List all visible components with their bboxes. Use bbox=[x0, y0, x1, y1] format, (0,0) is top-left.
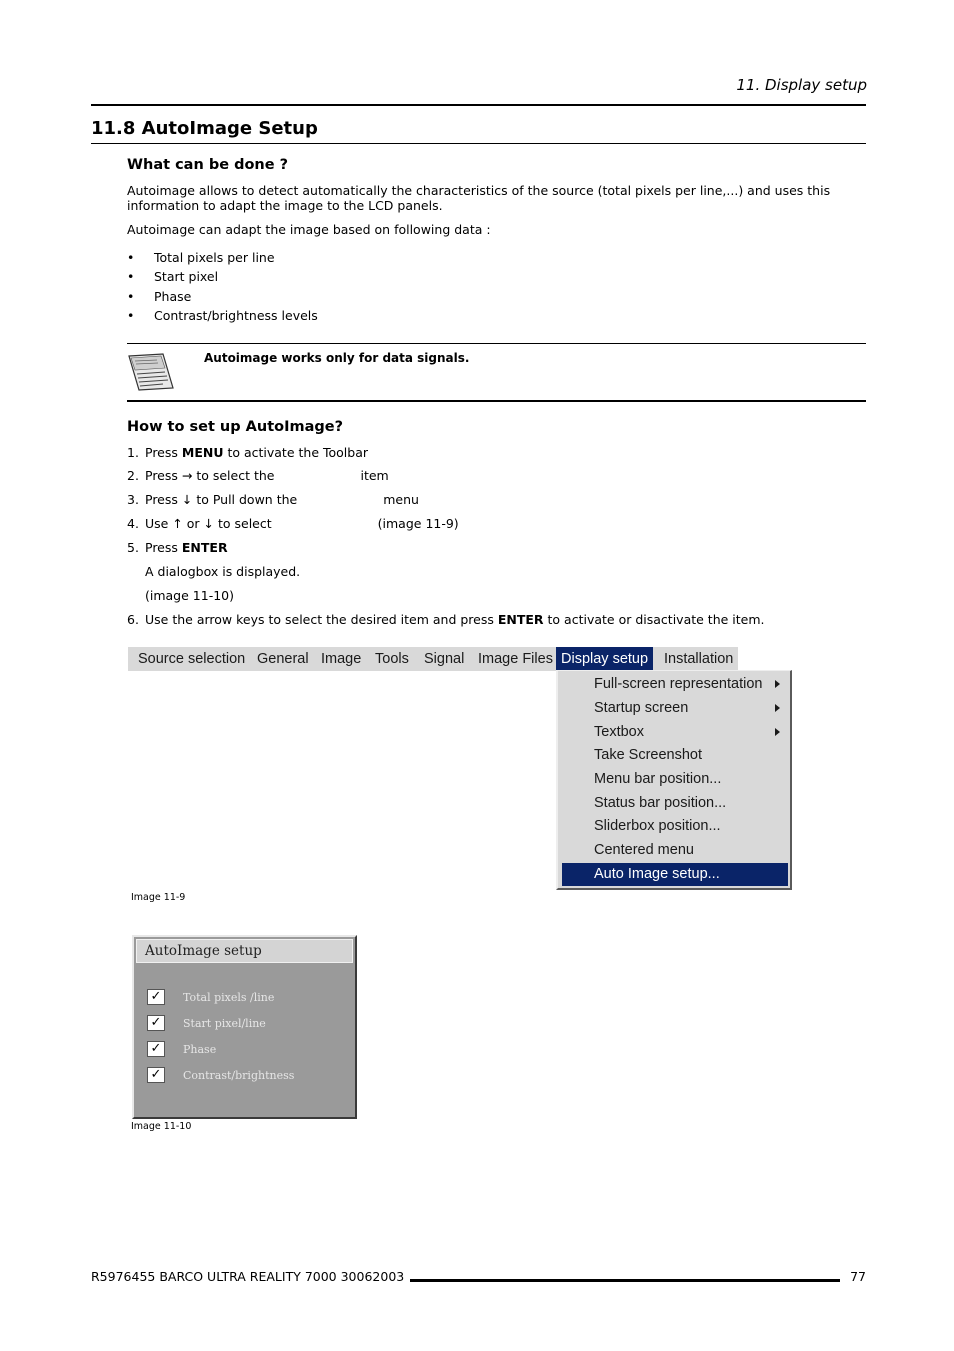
dd-label: Auto Image setup... bbox=[594, 866, 720, 882]
how-heading: How to set up AutoImage? bbox=[127, 419, 344, 435]
dialog-title: AutoImage setup bbox=[145, 943, 262, 959]
menu-installation[interactable]: Installation bbox=[664, 651, 734, 667]
dd-full-screen-representation[interactable] bbox=[562, 673, 788, 696]
step-text: Press bbox=[145, 445, 182, 460]
option-label: Total pixels /line bbox=[183, 991, 275, 1004]
step-4 bbox=[127, 516, 459, 531]
dd-label: Centered menu bbox=[594, 842, 694, 858]
menu-display-setup[interactable]: Display setup bbox=[556, 647, 653, 671]
what-paragraph-2: Autoimage can adapt the image based on following data : bbox=[127, 222, 491, 237]
submenu-arrow-icon bbox=[775, 704, 780, 712]
step-1 bbox=[127, 445, 368, 460]
bullet-text: Contrast/brightness levels bbox=[154, 308, 318, 323]
dd-label: Textbox bbox=[594, 724, 644, 740]
footer-doc-info: R5976455 BARCO ULTRA REALITY 7000 30062003 bbox=[91, 1269, 405, 1284]
chapter-header: 11. Display setup bbox=[736, 76, 867, 94]
note-box bbox=[127, 343, 866, 402]
dd-label: Take Screenshot bbox=[594, 747, 703, 763]
step-6 bbox=[127, 612, 765, 627]
menu-source-selection[interactable]: Source selection bbox=[138, 651, 246, 667]
note-icon bbox=[127, 352, 177, 392]
step-text: Press bbox=[145, 540, 182, 555]
dd-label: Menu bar position... bbox=[594, 771, 722, 787]
option-label: Phase bbox=[183, 1043, 217, 1056]
dd-label: Sliderbox position... bbox=[594, 818, 721, 834]
submenu-arrow-icon bbox=[775, 728, 780, 736]
step-number: 4. bbox=[127, 516, 139, 531]
menu-image-files[interactable]: Image Files bbox=[478, 651, 553, 667]
step-number: 5. bbox=[127, 540, 139, 555]
bullet-item: • Total pixels per line bbox=[127, 250, 275, 265]
note-text: Autoimage works only for data signals. bbox=[204, 351, 470, 365]
submenu-arrow-icon bbox=[775, 680, 780, 688]
step-text: menu bbox=[383, 492, 419, 507]
checkbox[interactable]: ✓ bbox=[147, 1015, 165, 1031]
bullet-item: • Start pixel bbox=[127, 269, 219, 284]
step-number: 3. bbox=[127, 492, 139, 507]
menu-image[interactable]: Image bbox=[321, 651, 362, 667]
menu-tools[interactable]: Tools bbox=[375, 651, 409, 667]
option-label: Start pixel/line bbox=[183, 1017, 266, 1030]
checkbox[interactable]: ✓ bbox=[147, 989, 165, 1005]
step-5 bbox=[127, 540, 228, 555]
dd-startup-screen[interactable] bbox=[562, 697, 788, 720]
caption-image-11-9: Image 11-9 bbox=[131, 892, 186, 903]
step-key: ENTER bbox=[497, 612, 544, 627]
page-number: 77 bbox=[850, 1269, 866, 1284]
bullet-item: • Contrast/brightness levels bbox=[127, 308, 318, 323]
step-key: MENU bbox=[181, 445, 224, 460]
step-key: ENTER bbox=[181, 540, 228, 555]
step-text: item bbox=[360, 468, 389, 483]
bullet-text: Phase bbox=[154, 289, 192, 304]
dd-sliderbox-position[interactable] bbox=[562, 815, 788, 838]
dd-take-screenshot[interactable] bbox=[562, 744, 788, 767]
section-rule bbox=[91, 143, 866, 144]
menu-general[interactable]: General bbox=[257, 651, 309, 667]
what-paragraph-1: Autoimage allows to detect automatically the characteristics of the source (total pixels per line,...) and uses this information to adapt the image to the LCD panels. bbox=[127, 183, 831, 213]
autoimage-dialog bbox=[132, 935, 357, 1119]
step-text: (image 11-9) bbox=[377, 516, 459, 531]
step-5-reference: (image 11-10) bbox=[145, 588, 234, 603]
section-title: 11.8 AutoImage Setup bbox=[91, 118, 318, 139]
bullet-text: Start pixel bbox=[154, 269, 219, 284]
menu-bar bbox=[128, 647, 738, 671]
step-text: Press → to select the bbox=[145, 468, 275, 483]
step-2 bbox=[127, 468, 389, 483]
option-label: Contrast/brightness bbox=[183, 1069, 295, 1082]
dd-menu-bar-position[interactable] bbox=[562, 768, 788, 791]
menu-signal[interactable]: Signal bbox=[424, 651, 465, 667]
caption-image-11-10: Image 11-10 bbox=[131, 1121, 192, 1132]
what-heading: What can be done ? bbox=[127, 157, 289, 173]
step-number: 1. bbox=[127, 445, 139, 460]
dialog-title-bar bbox=[136, 939, 353, 963]
checkbox[interactable]: ✓ bbox=[147, 1067, 165, 1083]
dd-label: Full-screen representation bbox=[594, 676, 763, 692]
display-setup-dropdown bbox=[556, 670, 792, 890]
bullet-text: Total pixels per line bbox=[154, 250, 275, 265]
dd-label: Startup screen bbox=[594, 700, 689, 716]
dd-status-bar-position[interactable] bbox=[562, 792, 788, 815]
step-5-note: A dialogbox is displayed. bbox=[145, 564, 301, 579]
step-text: Use the arrow keys to select the desired item and press bbox=[145, 612, 498, 627]
step-text: to activate the Toolbar bbox=[223, 445, 368, 460]
bullet-item: • Phase bbox=[127, 289, 192, 304]
step-text: Use ↑ or ↓ to select bbox=[145, 516, 272, 531]
step-text: to activate or disactivate the item. bbox=[543, 612, 765, 627]
footer-rule bbox=[410, 1279, 840, 1282]
step-3 bbox=[127, 492, 419, 507]
step-text: Press ↓ to Pull down the bbox=[145, 492, 298, 507]
dd-label: Status bar position... bbox=[594, 795, 727, 811]
dd-centered-menu[interactable] bbox=[562, 839, 788, 862]
dd-textbox[interactable] bbox=[562, 721, 788, 744]
dd-auto-image-setup[interactable] bbox=[562, 863, 788, 886]
header-rule bbox=[91, 104, 866, 106]
step-number: 6. bbox=[127, 612, 139, 627]
checkbox[interactable]: ✓ bbox=[147, 1041, 165, 1057]
step-number: 2. bbox=[127, 468, 139, 483]
